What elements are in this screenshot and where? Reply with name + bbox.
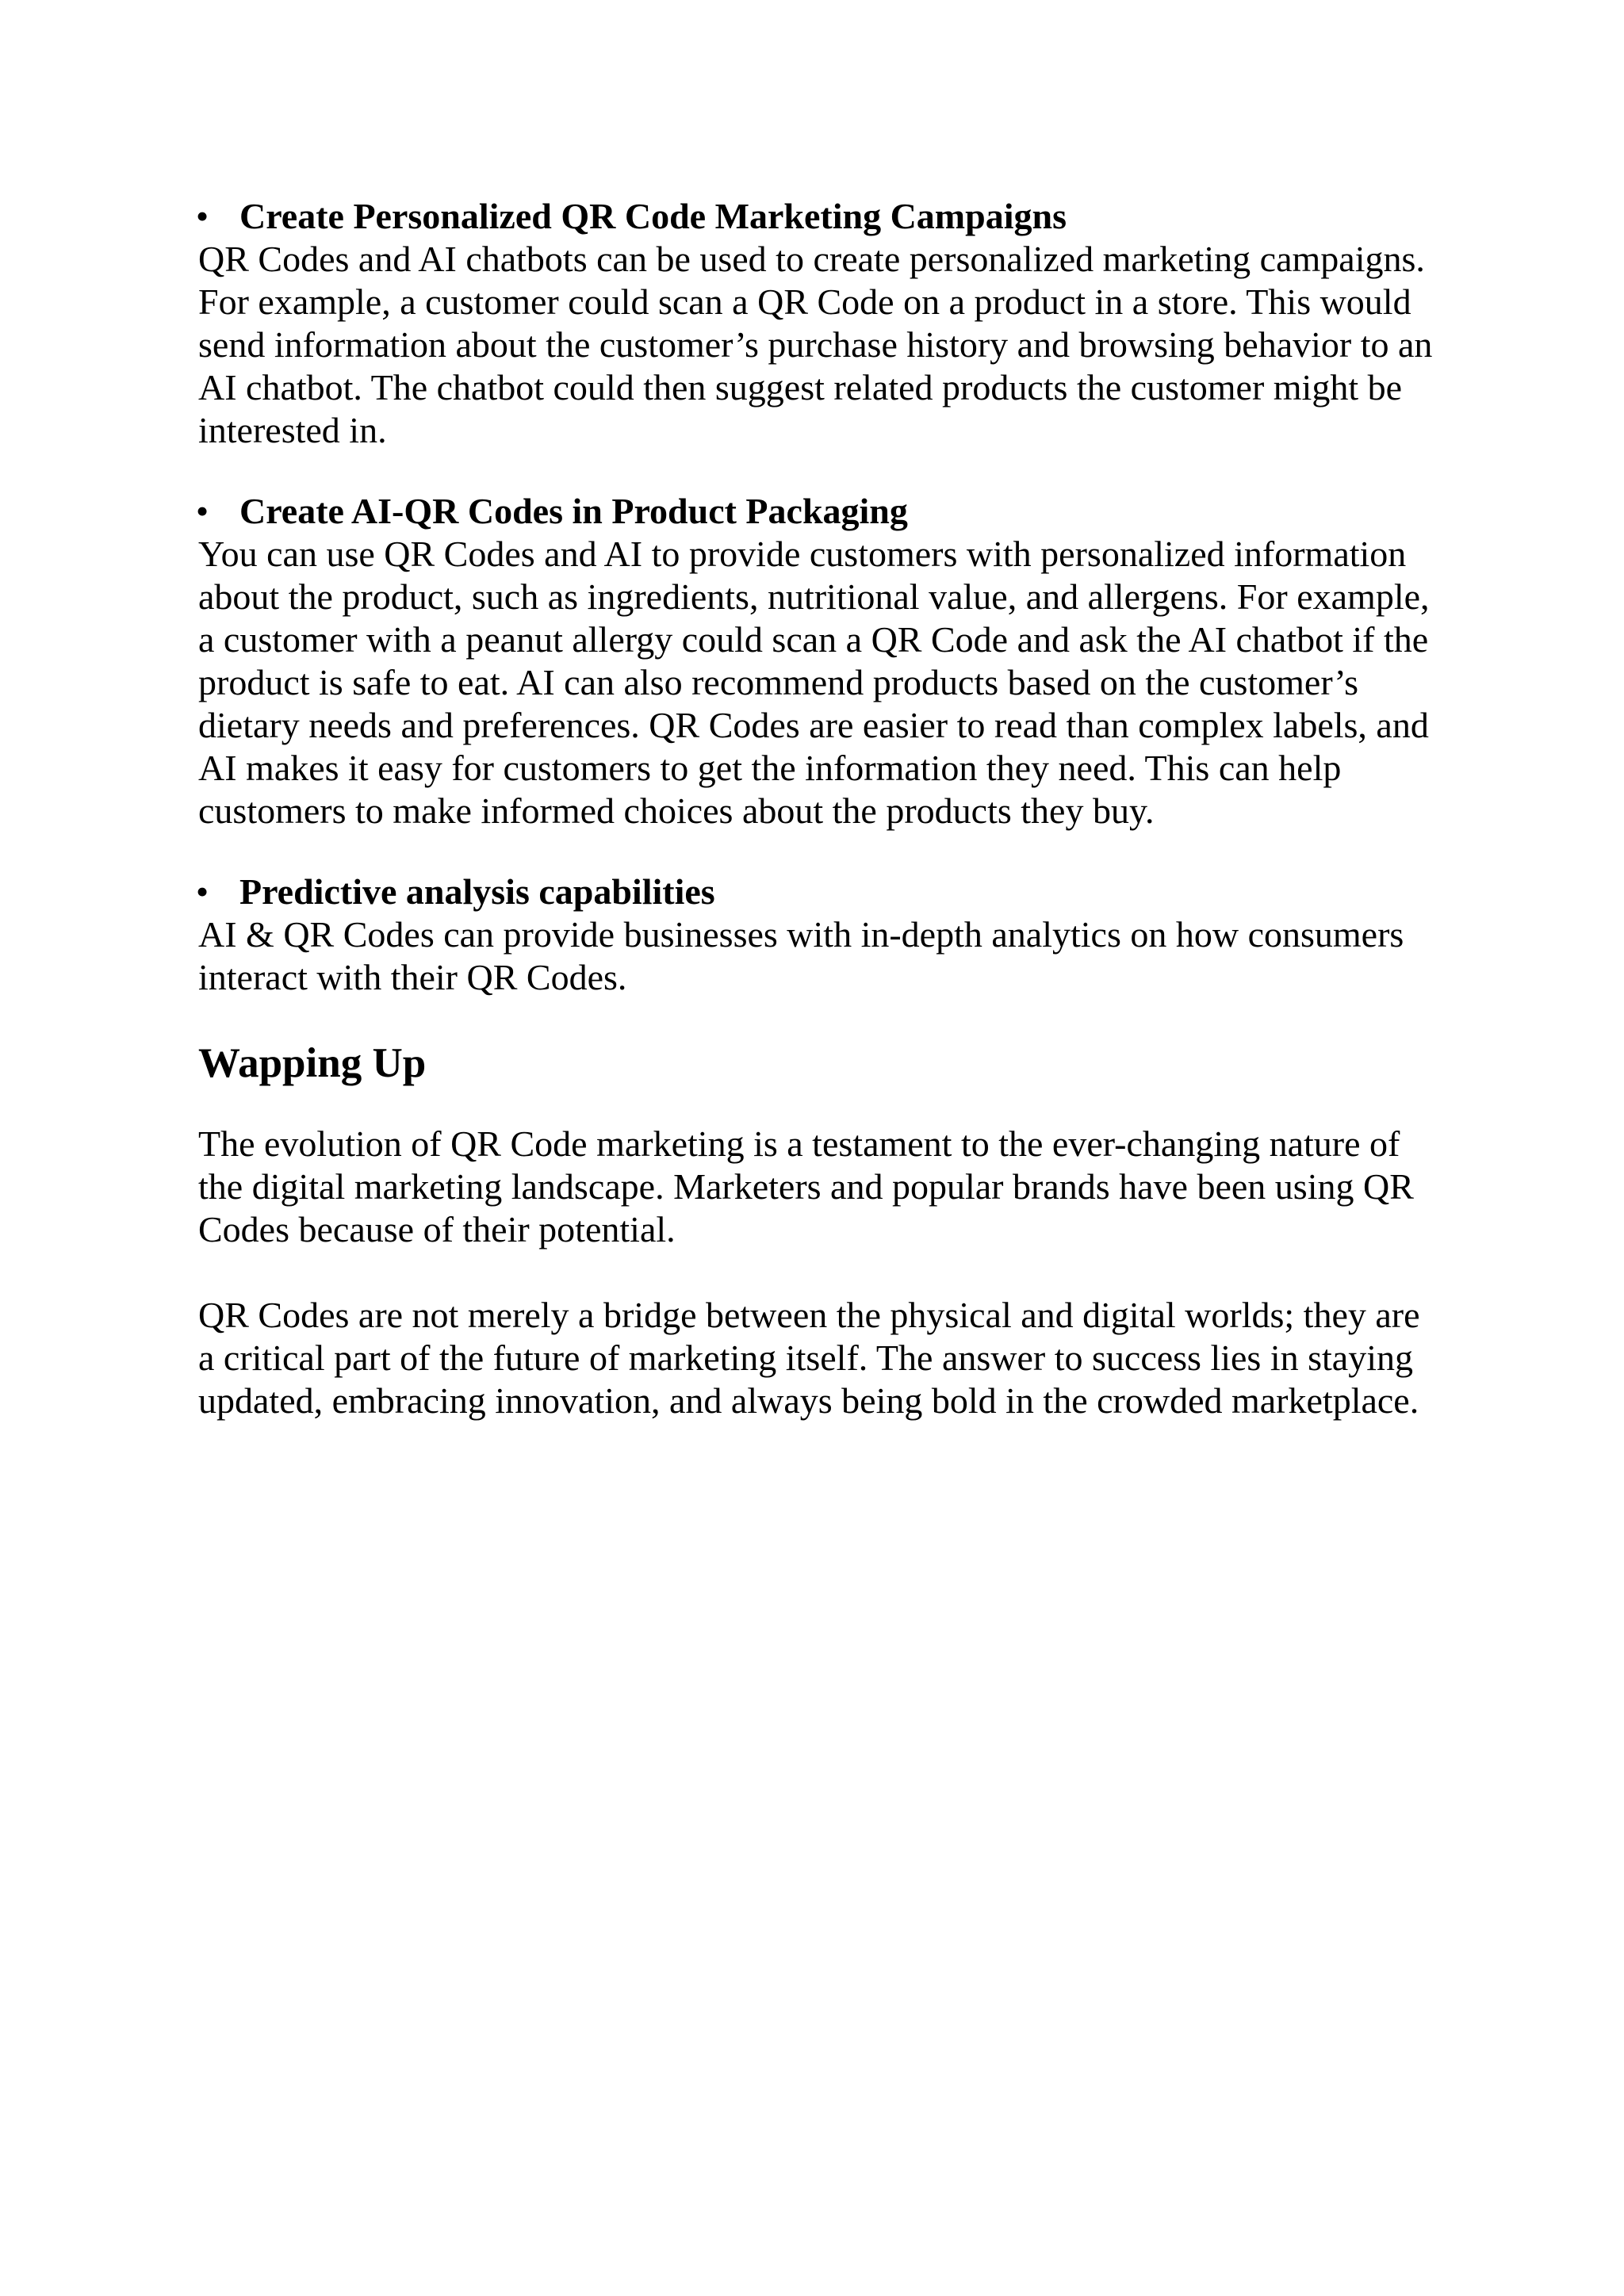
bullet-icon: •	[195, 196, 209, 236]
bullet-heading	[195, 195, 1435, 238]
bullet-paragraph: AI & QR Codes can provide businesses with in-depth analytics on how consumers interact with their QR Codes.	[198, 914, 1404, 997]
bullet-heading-text: Create Personalized QR Code Marketing Campaigns	[239, 196, 1067, 236]
bullet-paragraph: You can use QR Codes and AI to provide customers with personalized information about the product, such as ingredients, nutritional value, and allergens. For example, a customer with a peanut allergy could scan a QR Code and ask the AI chatbot if the product is safe to eat. AI can also recommend products based on the customer’s dietary needs and preferences. QR Codes are easier to read than complex labels, and AI makes it easy for customers to get the information they need. This can help customers to make informed choices about the products they buy.	[198, 534, 1430, 831]
bullet-heading-text: Create AI-QR Codes in Product Packaging	[239, 491, 908, 531]
section-heading: Wapping Up	[198, 1040, 427, 1086]
document-content	[195, 195, 1435, 1465]
section-paragraph: The evolution of QR Code marketing is a testament to the ever-changing nature of the digital marketing landscape. Marketers and popular brands have been using QR Codes because of their potential.	[198, 1123, 1414, 1249]
bullet-heading	[195, 871, 1435, 913]
bullet-heading-text: Predictive analysis capabilities	[239, 871, 715, 912]
bullet-paragraph: QR Codes and AI chatbots can be used to create personalized marketing campaigns. For example, a customer could scan a QR Code on a product in a store. This would send information about the customer’s purchase history and browsing behavior to an AI chatbot. The chatbot could then suggest related products the customer might be interested in.	[198, 239, 1433, 450]
bullet-heading	[195, 490, 1435, 533]
list-item	[195, 871, 1435, 999]
list-item	[195, 195, 1435, 452]
bullet-icon: •	[195, 491, 209, 531]
list-item	[195, 490, 1435, 832]
section-paragraph: QR Codes are not merely a bridge between the physical and digital worlds; they are a critical part of the future of marketing itself. The answer to success lies in staying updated, embracing innovation, and always being bold in the crowded marketplace.	[198, 1295, 1420, 1421]
bullet-icon: •	[195, 871, 209, 912]
